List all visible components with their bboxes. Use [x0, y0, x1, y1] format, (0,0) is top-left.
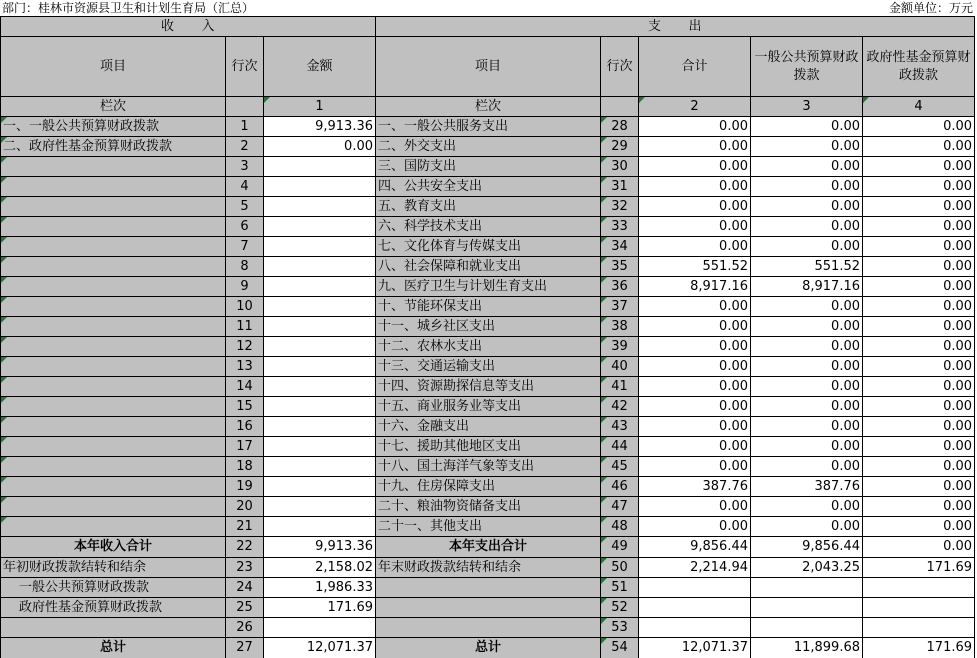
expense-fund: 0.00 — [863, 297, 975, 317]
grand-income-total: 12,071.37 — [264, 638, 376, 658]
income-row-number: 15 — [226, 397, 264, 417]
expense-item: 十七、援助其他地区支出 — [376, 437, 601, 457]
income-row-number: 2 — [226, 137, 264, 157]
expense-fund: 0.00 — [863, 117, 975, 137]
expense-row-number: 36 — [601, 277, 639, 297]
income-row-number: 16 — [226, 417, 264, 437]
expense-total: 0.00 — [639, 157, 751, 177]
table-row — [1, 377, 975, 397]
expense-fund: 0.00 — [863, 217, 975, 237]
table-row — [1, 357, 975, 377]
expense-item: 四、公共安全支出 — [376, 177, 601, 197]
expense-total: 0.00 — [639, 397, 751, 417]
income-amount — [264, 217, 376, 237]
expense-general: 387.76 — [751, 477, 863, 497]
expense-item: 十五、商业服务业等支出 — [376, 397, 601, 417]
income-row-number: 25 — [226, 598, 264, 618]
expense-general: 0.00 — [751, 297, 863, 317]
expense-item: 二、外交支出 — [376, 137, 601, 157]
income-item — [1, 277, 226, 297]
expense-general: 0.00 — [751, 177, 863, 197]
expense-general: 0.00 — [751, 437, 863, 457]
col-expense-fund: 政府性基金预算财政拨款 — [863, 37, 975, 97]
carryover-income-amount: 171.69 — [264, 598, 376, 618]
income-row-number: 17 — [226, 437, 264, 457]
table-row — [1, 257, 975, 277]
carryover-income-amount: 2,158.02 — [264, 558, 376, 578]
expense-fund: 0.00 — [863, 157, 975, 177]
carryover-expense-fund — [863, 618, 975, 638]
grand-income-total-label: 总计 — [1, 638, 226, 658]
expense-total: 0.00 — [639, 237, 751, 257]
table-row — [1, 197, 975, 217]
carryover-row — [1, 598, 975, 618]
index-col-1: 1 — [264, 97, 376, 117]
expense-fund: 0.00 — [863, 517, 975, 537]
income-item — [1, 377, 226, 397]
table-row — [1, 137, 975, 157]
expense-general: 0.00 — [751, 377, 863, 397]
expense-fund: 0.00 — [863, 497, 975, 517]
expense-row-number: 52 — [601, 598, 639, 618]
table-row — [1, 457, 975, 477]
expense-item: 十二、农林水支出 — [376, 337, 601, 357]
income-item: 二、政府性基金预算财政拨款 — [1, 137, 226, 157]
income-row-number: 5 — [226, 197, 264, 217]
income-row-number: 18 — [226, 457, 264, 477]
expense-fund: 0.00 — [863, 277, 975, 297]
table-row — [1, 477, 975, 497]
expense-total: 0.00 — [639, 417, 751, 437]
grand-expense-general: 11,899.68 — [751, 638, 863, 658]
income-amount — [264, 437, 376, 457]
income-item — [1, 397, 226, 417]
carryover-expense-item — [376, 578, 601, 598]
expense-row-number: 39 — [601, 337, 639, 357]
budget-table — [0, 16, 975, 658]
expense-fund: 0.00 — [863, 377, 975, 397]
col-expense-row: 行次 — [601, 37, 639, 97]
index-empty — [601, 97, 639, 117]
expense-general: 0.00 — [751, 237, 863, 257]
year-expense-fund: 0.00 — [863, 537, 975, 558]
carryover-expense-total — [639, 578, 751, 598]
income-item — [1, 417, 226, 437]
carryover-income-item: 年初财政拨款结转和结余 — [1, 558, 226, 578]
income-amount — [264, 497, 376, 517]
income-row-number: 22 — [226, 537, 264, 558]
expense-fund: 0.00 — [863, 177, 975, 197]
carryover-expense-fund — [863, 598, 975, 618]
expense-row-number: 37 — [601, 297, 639, 317]
expense-general: 0.00 — [751, 217, 863, 237]
carryover-income-amount: 1,986.33 — [264, 578, 376, 598]
expense-fund: 0.00 — [863, 417, 975, 437]
income-amount — [264, 297, 376, 317]
income-row-number: 12 — [226, 337, 264, 357]
report-header — [0, 0, 977, 16]
carryover-income-item: 一般公共预算财政拨款 — [1, 578, 226, 598]
expense-total: 387.76 — [639, 477, 751, 497]
expense-general: 0.00 — [751, 137, 863, 157]
table-row — [1, 497, 975, 517]
income-amount — [264, 357, 376, 377]
income-amount — [264, 277, 376, 297]
year-expense-total: 9,856.44 — [639, 537, 751, 558]
grand-expense-total-label: 总计 — [376, 638, 601, 658]
income-row-number: 9 — [226, 277, 264, 297]
income-item — [1, 357, 226, 377]
carryover-row — [1, 578, 975, 598]
carryover-expense-general — [751, 598, 863, 618]
expense-row-number: 30 — [601, 157, 639, 177]
expense-row-number: 51 — [601, 578, 639, 598]
expense-general: 0.00 — [751, 117, 863, 137]
income-row-number: 11 — [226, 317, 264, 337]
index-label-left: 栏次 — [1, 97, 226, 117]
expense-row-number: 45 — [601, 457, 639, 477]
income-item — [1, 317, 226, 337]
carryover-income-item — [1, 618, 226, 638]
index-col-4: 4 — [863, 97, 975, 117]
col-income-row: 行次 — [226, 37, 264, 97]
expense-item: 三、国防支出 — [376, 157, 601, 177]
year-expense-general: 9,856.44 — [751, 537, 863, 558]
grand-expense-fund: 171.69 — [863, 638, 975, 658]
expense-general: 0.00 — [751, 157, 863, 177]
income-row-number: 19 — [226, 477, 264, 497]
col-expense-general: 一般公共预算财政拨款 — [751, 37, 863, 97]
expense-general: 0.00 — [751, 197, 863, 217]
expense-total: 0.00 — [639, 177, 751, 197]
expense-row-number: 40 — [601, 357, 639, 377]
expense-total: 0.00 — [639, 517, 751, 537]
income-item — [1, 217, 226, 237]
expense-total: 0.00 — [639, 497, 751, 517]
expense-row-number: 46 — [601, 477, 639, 497]
expense-total: 0.00 — [639, 297, 751, 317]
income-amount — [264, 517, 376, 537]
expense-row-number: 29 — [601, 137, 639, 157]
expense-item: 十八、国土海洋气象等支出 — [376, 457, 601, 477]
expense-general: 0.00 — [751, 357, 863, 377]
index-col-3: 3 — [751, 97, 863, 117]
table-row — [1, 217, 975, 237]
year-income-total: 9,913.36 — [264, 537, 376, 558]
carryover-expense-total — [639, 618, 751, 638]
income-row-number: 4 — [226, 177, 264, 197]
expense-row-number: 43 — [601, 417, 639, 437]
income-row-number: 6 — [226, 217, 264, 237]
carryover-expense-item: 年末财政拨款结转和结余 — [376, 558, 601, 578]
expense-fund: 0.00 — [863, 357, 975, 377]
expense-row-number: 33 — [601, 217, 639, 237]
income-row-number: 23 — [226, 558, 264, 578]
income-section-header: 收 入 — [1, 17, 376, 37]
income-item: 一、一般公共预算财政拨款 — [1, 117, 226, 137]
income-item — [1, 237, 226, 257]
table-row — [1, 297, 975, 317]
income-row-number: 1 — [226, 117, 264, 137]
index-label-right: 栏次 — [376, 97, 601, 117]
expense-total: 0.00 — [639, 217, 751, 237]
col-expense-total: 合计 — [639, 37, 751, 97]
income-row-number: 20 — [226, 497, 264, 517]
carryover-expense-total: 2,214.94 — [639, 558, 751, 578]
grand-expense-total: 12,071.37 — [639, 638, 751, 658]
income-item — [1, 497, 226, 517]
carryover-expense-general — [751, 618, 863, 638]
expense-total: 0.00 — [639, 317, 751, 337]
expense-row-number: 31 — [601, 177, 639, 197]
expense-fund: 0.00 — [863, 257, 975, 277]
income-item — [1, 337, 226, 357]
expense-fund: 0.00 — [863, 337, 975, 357]
income-amount — [264, 257, 376, 277]
carryover-row — [1, 558, 975, 578]
amount-unit-label: 金额单位：万元 — [888, 1, 973, 15]
expense-general: 0.00 — [751, 317, 863, 337]
expense-fund: 0.00 — [863, 437, 975, 457]
expense-item: 二十、粮油物资储备支出 — [376, 497, 601, 517]
expense-fund: 0.00 — [863, 137, 975, 157]
index-col-2: 2 — [639, 97, 751, 117]
carryover-expense-general — [751, 578, 863, 598]
income-row-number: 27 — [226, 638, 264, 658]
expense-general: 0.00 — [751, 457, 863, 477]
income-item — [1, 197, 226, 217]
department-label: 部门：桂林市资源县卫生和计划生育局（汇总） — [2, 1, 255, 15]
expense-total: 0.00 — [639, 457, 751, 477]
expense-fund: 0.00 — [863, 477, 975, 497]
expense-general: 8,917.16 — [751, 277, 863, 297]
expense-general: 0.00 — [751, 397, 863, 417]
table-row — [1, 517, 975, 537]
expense-total: 0.00 — [639, 377, 751, 397]
expense-general: 0.00 — [751, 337, 863, 357]
income-row-number: 7 — [226, 237, 264, 257]
expense-item: 八、社会保障和就业支出 — [376, 257, 601, 277]
expense-row-number: 34 — [601, 237, 639, 257]
expense-row-number: 53 — [601, 618, 639, 638]
expense-item: 一、一般公共服务支出 — [376, 117, 601, 137]
table-row — [1, 157, 975, 177]
year-expense-total-label: 本年支出合计 — [376, 537, 601, 558]
table-row — [1, 437, 975, 457]
expense-fund: 0.00 — [863, 457, 975, 477]
table-row — [1, 397, 975, 417]
table-row — [1, 417, 975, 437]
expense-total: 0.00 — [639, 197, 751, 217]
income-item — [1, 457, 226, 477]
expense-item: 十一、城乡社区支出 — [376, 317, 601, 337]
expense-row-number: 44 — [601, 437, 639, 457]
income-item — [1, 297, 226, 317]
expense-item: 七、文化体育与传媒支出 — [376, 237, 601, 257]
income-amount — [264, 157, 376, 177]
expense-item: 二十一、其他支出 — [376, 517, 601, 537]
income-row-number: 13 — [226, 357, 264, 377]
income-amount — [264, 237, 376, 257]
year-income-total-label: 本年收入合计 — [1, 537, 226, 558]
expense-row-number: 35 — [601, 257, 639, 277]
carryover-income-item: 政府性基金预算财政拨款 — [1, 598, 226, 618]
expense-total: 0.00 — [639, 437, 751, 457]
expense-general: 0.00 — [751, 497, 863, 517]
expense-total: 0.00 — [639, 137, 751, 157]
expense-fund: 0.00 — [863, 237, 975, 257]
expense-item: 九、医疗卫生与计划生育支出 — [376, 277, 601, 297]
income-row-number: 24 — [226, 578, 264, 598]
income-item — [1, 437, 226, 457]
expense-section-header: 支 出 — [376, 17, 975, 37]
table-row — [1, 177, 975, 197]
expense-total: 0.00 — [639, 357, 751, 377]
expense-total: 0.00 — [639, 117, 751, 137]
income-amount: 9,913.36 — [264, 117, 376, 137]
carryover-expense-total — [639, 598, 751, 618]
carryover-expense-item — [376, 618, 601, 638]
carryover-expense-fund: 171.69 — [863, 558, 975, 578]
income-amount — [264, 317, 376, 337]
expense-total: 551.52 — [639, 257, 751, 277]
expense-item: 六、科学技术支出 — [376, 217, 601, 237]
table-row — [1, 277, 975, 297]
expense-row-number: 42 — [601, 397, 639, 417]
col-expense-item: 项目 — [376, 37, 601, 97]
expense-row-number: 32 — [601, 197, 639, 217]
expense-row-number: 28 — [601, 117, 639, 137]
expense-general: 0.00 — [751, 417, 863, 437]
table-row — [1, 337, 975, 357]
income-row-number: 8 — [226, 257, 264, 277]
income-row-number: 3 — [226, 157, 264, 177]
income-row-number: 10 — [226, 297, 264, 317]
expense-row-number: 41 — [601, 377, 639, 397]
table-row — [1, 317, 975, 337]
carryover-income-amount — [264, 618, 376, 638]
income-amount — [264, 457, 376, 477]
table-row — [1, 237, 975, 257]
income-item — [1, 257, 226, 277]
expense-fund: 0.00 — [863, 317, 975, 337]
income-amount — [264, 377, 376, 397]
expense-fund: 0.00 — [863, 397, 975, 417]
carryover-expense-item — [376, 598, 601, 618]
income-amount — [264, 177, 376, 197]
expense-general: 551.52 — [751, 257, 863, 277]
income-amount — [264, 417, 376, 437]
expense-row-number: 49 — [601, 537, 639, 558]
income-row-number: 26 — [226, 618, 264, 638]
expense-total: 0.00 — [639, 337, 751, 357]
income-amount — [264, 477, 376, 497]
grand-total-row — [1, 638, 975, 658]
expense-item: 十九、住房保障支出 — [376, 477, 601, 497]
col-income-amount: 金额 — [264, 37, 376, 97]
income-amount — [264, 197, 376, 217]
carryover-expense-general: 2,043.25 — [751, 558, 863, 578]
income-amount — [264, 397, 376, 417]
income-item — [1, 157, 226, 177]
carryover-expense-fund — [863, 578, 975, 598]
expense-item: 十三、交通运输支出 — [376, 357, 601, 377]
expense-row-number: 38 — [601, 317, 639, 337]
income-row-number: 21 — [226, 517, 264, 537]
expense-item: 十、节能环保支出 — [376, 297, 601, 317]
year-total-row — [1, 537, 975, 558]
index-empty — [226, 97, 264, 117]
expense-general: 0.00 — [751, 517, 863, 537]
expense-row-number: 47 — [601, 497, 639, 517]
income-amount — [264, 337, 376, 357]
expense-row-number: 54 — [601, 638, 639, 658]
income-item — [1, 177, 226, 197]
expense-item: 十六、金融支出 — [376, 417, 601, 437]
expense-row-number: 48 — [601, 517, 639, 537]
expense-row-number: 50 — [601, 558, 639, 578]
income-row-number: 14 — [226, 377, 264, 397]
income-item — [1, 477, 226, 497]
income-item — [1, 517, 226, 537]
table-row — [1, 117, 975, 137]
col-income-item: 项目 — [1, 37, 226, 97]
expense-total: 8,917.16 — [639, 277, 751, 297]
carryover-row — [1, 618, 975, 638]
expense-item: 十四、资源勘探信息等支出 — [376, 377, 601, 397]
expense-fund: 0.00 — [863, 197, 975, 217]
income-amount: 0.00 — [264, 137, 376, 157]
expense-item: 五、教育支出 — [376, 197, 601, 217]
